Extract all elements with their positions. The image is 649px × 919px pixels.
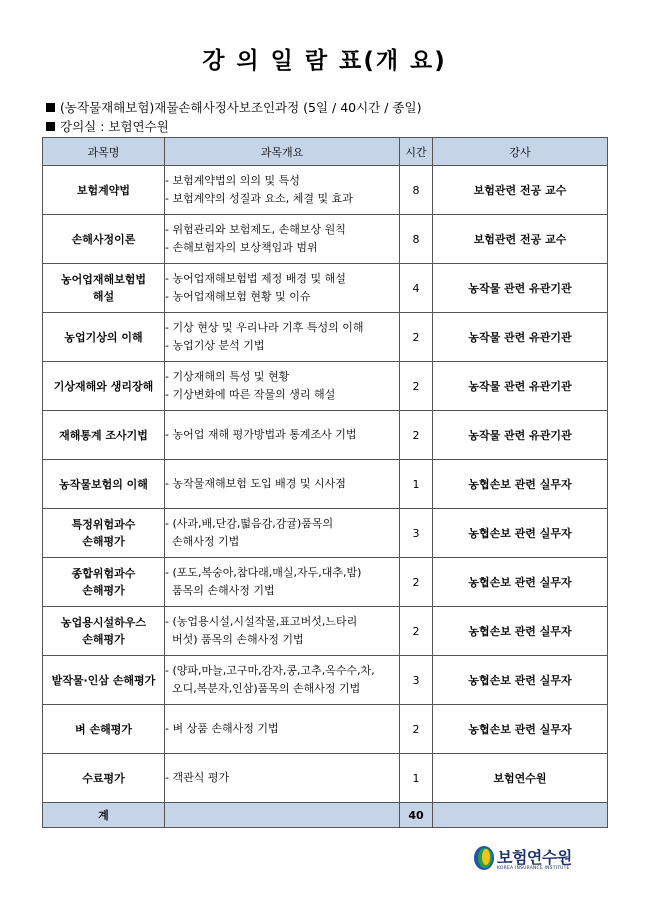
- subject-name-line: 해설: [92, 290, 115, 303]
- subject-lecturer: 보험관련 전공 교수: [433, 166, 608, 215]
- subject-name-line: 손해평가: [82, 535, 125, 548]
- subject-name: [43, 313, 165, 362]
- table-row: [43, 166, 608, 215]
- outline-line: - 농업기상 분석 기법: [165, 339, 265, 352]
- table-row: [43, 264, 608, 313]
- subject-lecturer: 농협손보 관련 실무자: [433, 705, 608, 754]
- subject-outline: [165, 313, 400, 362]
- subject-outline: [165, 754, 400, 803]
- subject-lecturer: 농작물 관련 유관기관: [433, 362, 608, 411]
- subject-hours: 3: [400, 656, 433, 705]
- outline-line: - (양파,마늘,고구마,감자,콩,고추,옥수수,차,: [165, 664, 375, 677]
- subject-name: [43, 215, 165, 264]
- subject-hours: 2: [400, 607, 433, 656]
- table-row: [43, 705, 608, 754]
- subject-name-line: 농업용시설하우스: [60, 616, 146, 629]
- subject-name: [43, 362, 165, 411]
- subject-name-line: 손해평가: [82, 584, 125, 597]
- subject-hours: 2: [400, 558, 433, 607]
- table-row: [43, 607, 608, 656]
- subject-lecturer: 보험연수원: [433, 754, 608, 803]
- subject-name: [43, 754, 165, 803]
- square-bullet-icon: [46, 103, 55, 112]
- table-row: [43, 656, 608, 705]
- total-hours: 40: [400, 803, 433, 828]
- subject-name: [43, 411, 165, 460]
- classroom-text: 강의실 : 보험연수원: [60, 119, 169, 134]
- subject-outline: [165, 264, 400, 313]
- outline-line: - 벼 상품 손해사정 기법: [165, 722, 279, 735]
- table-row: [43, 460, 608, 509]
- subject-lecturer: 농협손보 관련 실무자: [433, 460, 608, 509]
- subject-lecturer: 보험관련 전공 교수: [433, 215, 608, 264]
- subject-outline: [165, 705, 400, 754]
- subject-name-line: 특정위험과수: [71, 518, 136, 531]
- subject-hours: 2: [400, 411, 433, 460]
- table-row: [43, 362, 608, 411]
- subject-lecturer: 농협손보 관련 실무자: [433, 656, 608, 705]
- subject-outline: [165, 362, 400, 411]
- subject-hours: 1: [400, 460, 433, 509]
- subject-outline: [165, 656, 400, 705]
- outline-line: - (농업용시설,시설작물,표고버섯,느타리: [165, 615, 358, 628]
- subject-lecturer: 농협손보 관련 실무자: [433, 607, 608, 656]
- subject-name-line: 수료평가: [82, 771, 125, 785]
- subject-name-line: 벼 손해평가: [75, 722, 132, 736]
- total-label: 계: [43, 803, 165, 828]
- course-info-text: (농작물재해보험)재물손해사정사보조인과정 (5일 / 40시간 / 종일): [60, 100, 422, 115]
- table-header-row: [43, 138, 608, 166]
- subject-name: [43, 509, 165, 558]
- subject-outline: [165, 166, 400, 215]
- course-table: [42, 137, 608, 828]
- outline-line: 버섯) 품목의 손해사정 기법: [165, 633, 304, 646]
- subject-name-line: 농어업재해보험법: [60, 273, 146, 286]
- subject-name-line: 농업기상의 이해: [64, 330, 143, 344]
- subject-outline: [165, 215, 400, 264]
- classroom-info: [46, 117, 169, 135]
- outline-line: - 보험계약의 성질과 요소, 체결 및 효과: [165, 192, 353, 205]
- logo-name: 보험연수원: [497, 848, 572, 867]
- table-row: [43, 509, 608, 558]
- logo-subtitle: KOREA INSURANCE INSTITUTE: [497, 866, 570, 871]
- square-bullet-icon: [46, 122, 55, 131]
- subject-name: [43, 705, 165, 754]
- outline-line: 품목의 손해사정 기법: [165, 584, 275, 597]
- subject-hours: 4: [400, 264, 433, 313]
- subject-name-line: 종합위험과수: [71, 567, 136, 580]
- outline-line: - 기상재해의 특성 및 현황: [165, 370, 290, 383]
- page-title: 강 의 일 람 표(개 요): [202, 48, 447, 74]
- outline-line: 오디,복분자,인삼)품목의 손해사정 기법: [165, 682, 361, 695]
- kii-logo-icon: [473, 845, 495, 871]
- table-row: [43, 313, 608, 362]
- header-outline: 과목개요: [165, 138, 400, 166]
- subject-hours: 2: [400, 313, 433, 362]
- outline-line: - 농어업 재해 평가방법과 통계조사 기법: [165, 428, 357, 441]
- subject-name-line: 보험계약법: [76, 183, 131, 197]
- subject-outline: [165, 558, 400, 607]
- subject-lecturer: 농작물 관련 유관기관: [433, 411, 608, 460]
- outline-line: - 손해보험자의 보상책임과 범위: [165, 241, 318, 254]
- kii-logo: [473, 843, 593, 877]
- subject-name-line: 밭작물·인삼 손해평가: [51, 673, 156, 687]
- subject-lecturer: 농작물 관련 유관기관: [433, 313, 608, 362]
- subject-hours: 2: [400, 362, 433, 411]
- subject-name-line: 농작물보험의 이해: [59, 477, 148, 491]
- subject-name: [43, 166, 165, 215]
- subject-name-line: 손해평가: [82, 633, 125, 646]
- outline-line: - 농어업재해보험 현황 및 이슈: [165, 290, 311, 303]
- outline-line: - 보험계약법의 의의 및 특성: [165, 174, 300, 187]
- subject-outline: [165, 509, 400, 558]
- subject-hours: 3: [400, 509, 433, 558]
- subject-name: [43, 460, 165, 509]
- outline-line: 손해사정 기법: [165, 535, 240, 548]
- table-row: [43, 558, 608, 607]
- subject-name: [43, 558, 165, 607]
- outline-line: - 기상변화에 따른 작물의 생리 해설: [165, 388, 336, 401]
- outline-line: - 기상 현상 및 우리나라 기후 특성의 이해: [165, 321, 364, 334]
- header-hours: 시간: [400, 138, 433, 166]
- outline-line: - (포도,복숭아,참다래,매실,자두,대추,밤): [165, 566, 362, 579]
- subject-name: [43, 264, 165, 313]
- total-empty: [165, 803, 400, 828]
- subject-name-line: 재해통계 조사기법: [59, 428, 148, 442]
- subject-hours: 1: [400, 754, 433, 803]
- subject-outline: [165, 460, 400, 509]
- table-row: [43, 411, 608, 460]
- header-lecturer: 강사: [433, 138, 608, 166]
- subject-name-line: 기상재해와 생리장해: [53, 379, 154, 393]
- outline-line: - 농작물재해보험 도입 배경 및 시사점: [165, 477, 346, 490]
- subject-lecturer: 농협손보 관련 실무자: [433, 558, 608, 607]
- outline-line: - 객관식 평가: [165, 771, 230, 784]
- subject-hours: 8: [400, 215, 433, 264]
- outline-line: - 위험관리와 보험제도, 손해보상 원칙: [165, 223, 346, 236]
- subject-outline: [165, 607, 400, 656]
- total-empty-lecturer: [433, 803, 608, 828]
- outline-line: - 농어업재해보험법 제정 배경 및 해설: [165, 272, 346, 285]
- subject-lecturer: 농작물 관련 유관기관: [433, 264, 608, 313]
- course-table-body: [43, 166, 608, 803]
- header-subject: 과목명: [43, 138, 165, 166]
- course-info: [46, 98, 421, 116]
- subject-outline: [165, 411, 400, 460]
- subject-hours: 8: [400, 166, 433, 215]
- subject-name: [43, 607, 165, 656]
- table-row: [43, 754, 608, 803]
- outline-line: - (사과,배,단감,떫음감,감귤)품목의: [165, 517, 334, 530]
- table-row: [43, 215, 608, 264]
- subject-name-line: 손해사정이론: [71, 232, 136, 246]
- subject-hours: 2: [400, 705, 433, 754]
- total-row: [43, 803, 608, 828]
- subject-lecturer: 농협손보 관련 실무자: [433, 509, 608, 558]
- subject-name: [43, 656, 165, 705]
